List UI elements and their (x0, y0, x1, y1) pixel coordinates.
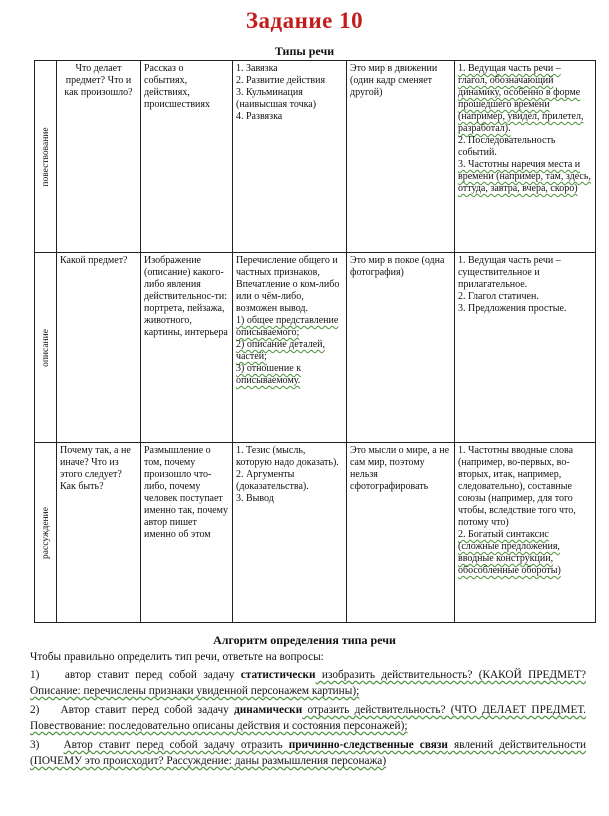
step-text: Автор ставит перед собой задачу (60, 704, 235, 716)
row-type-cell (35, 443, 57, 623)
structure-cell (233, 253, 347, 443)
algorithm-step (30, 667, 586, 699)
structure-item: 3. Вывод (236, 493, 274, 504)
step-text: Автор ставит перед собой задачу отразить (63, 739, 289, 751)
step-text: изобразить действительность? (КАКОЙ ПРЕДМЕТ? Описание: перечислены признаки увиденной персонажем картины); (30, 669, 586, 697)
structure-item: Перечисление общего и частных признаков, Впечатление о ком-либо или о чём-либо, возможен вывод. (236, 255, 340, 314)
structure-cell (233, 443, 347, 623)
structure-item: 1. Завязка (236, 63, 278, 74)
content-cell: Размышление о том, почему произошло что-либо, почему человек поступает именно так, почему автор пишет именно об этом (141, 443, 233, 623)
row-type-label: рассуждение (40, 506, 51, 559)
step-number: 3) (30, 739, 40, 751)
features-cell (455, 61, 596, 253)
step-text: явлений действительности (ПОЧЕМУ это происходит? Рассуждение: даны размышления персонажа) (30, 739, 586, 767)
image-cell: Это мир в движении (один кадр сменяет другой) (347, 61, 455, 253)
content-cell: Рассказ о событиях, действиях, происшествиях (141, 61, 233, 253)
table-caption: Типы речи (274, 44, 335, 58)
table-row (35, 253, 596, 443)
structure-item: 4. Развязка (236, 111, 283, 122)
question-cell (57, 61, 141, 253)
feature-item: 2. Глагол статичен. (458, 291, 539, 302)
table-row (35, 443, 596, 623)
feature-item: 2. Богатый синтаксис (сложные предложения, вводные конструкции, обособленные обороты) (458, 529, 561, 576)
features-cell (455, 253, 596, 443)
structure-item: 3. Кульминация (наивысшая точка) (236, 87, 317, 110)
structure-item: 1. Тезис (мысль, которую надо доказать). (236, 445, 339, 468)
structure-item: 3) отношение к описываемому. (236, 363, 302, 386)
question-cell: Какой предмет? (57, 253, 141, 443)
step-keyword: динамически (234, 704, 303, 716)
page-title: Задание 10 (245, 8, 364, 33)
algorithm-title: Алгоритм определения типа речи (213, 633, 396, 647)
structure-item: 2) описание деталей, частей; (236, 339, 325, 362)
row-type-cell (35, 61, 57, 253)
feature-item: 3. Частотны наречия места и времени (например, там, здесь, оттуда, завтра, вчера, скоро) (458, 159, 591, 194)
step-keyword: причинно-следственные связи (288, 739, 448, 751)
structure-cell (233, 61, 347, 253)
algorithm-steps (30, 667, 586, 769)
step-keyword: статистически (240, 669, 316, 681)
algorithm-step (30, 702, 586, 734)
content-cell: Изображение (описание) какого-либо явления действительнос-ти: портрета, пейзажа, животного, картины, интерьера (141, 253, 233, 443)
step-text: автор ставит перед собой задачу (64, 669, 241, 681)
feature-item: 1. Ведущая часть речи – существительное и прилагательное. (458, 255, 561, 290)
table-row (35, 61, 596, 253)
step-text: отразить действительность? (ЧТО ДЕЛАЕТ ПРЕДМЕТ. Повествование: последовательно описаны действия и состояния персонажей); (30, 704, 587, 732)
structure-item: 2. Развитие действия (236, 75, 326, 86)
image-cell: Это мысли о мире, а не сам мир, поэтому нельзя сфотографировать (347, 443, 455, 623)
features-cell (455, 443, 596, 623)
row-type-label: повествование (40, 126, 51, 187)
feature-item: 3. Предложения простые. (458, 303, 567, 314)
speech-types-table (34, 60, 596, 623)
feature-item: 2. Последовательность событий. (458, 135, 556, 158)
question-text: Что делает предмет? Что и как произошло? (64, 63, 133, 98)
structure-item: 2. Аргументы (доказательства). (236, 469, 309, 492)
row-type-label: описание (40, 328, 51, 367)
row-type-cell (35, 253, 57, 443)
image-cell: Это мир в покое (одна фотография) (347, 253, 455, 443)
feature-item: 1. Частотны вводные слова (например, во-первых, во-вторых, итак, например, следовательно), составные союзы (например, для того чтобы, вследствие того что, потому что) (458, 445, 576, 528)
step-number: 1) (30, 669, 40, 681)
question-cell: Почему так, а не иначе? Что из этого следует? Как быть? (57, 443, 141, 623)
algorithm-step (30, 737, 586, 769)
structure-item: 1) общее представление описываемого; (236, 315, 339, 338)
step-number: 2) (30, 704, 40, 716)
feature-item: 1. Ведущая часть речи – глагол, обозначающий динамику, особенно в форме прошедшего времени (например, увидел, прилетел, разработал). (458, 63, 584, 134)
algorithm-intro: Чтобы правильно определить тип речи, ответьте на вопросы: (30, 651, 324, 663)
